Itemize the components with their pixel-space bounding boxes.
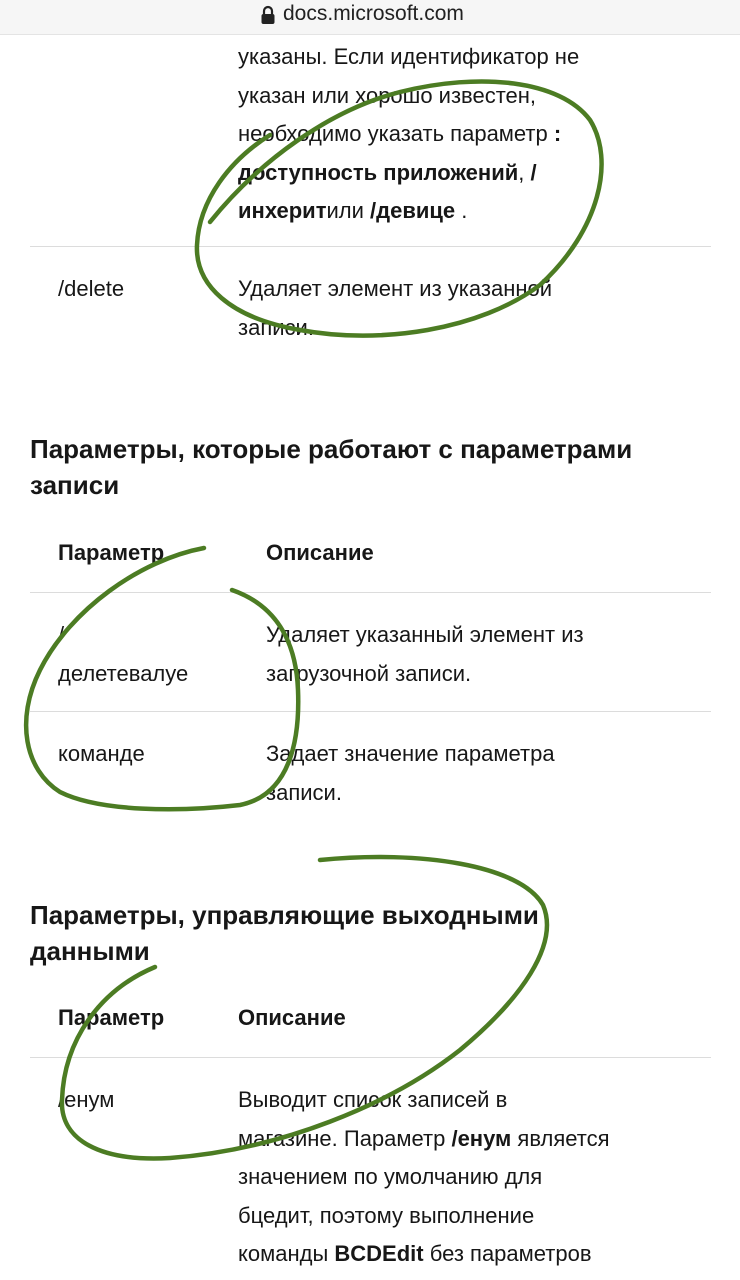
url-text: docs.microsoft.com	[283, 2, 464, 25]
section3-row1-description: Выводит список записей в магазине. Параметр /енум является значением по умолчанию для бцедит, поэтому выполнение команды BCDEdit без параметров	[238, 1087, 610, 1266]
section2-row1-description: Удаляет указанный элемент из загрузочной записи.	[266, 622, 584, 686]
table1-row2-description: Удаляет элемент из указанной записи.	[238, 276, 553, 340]
section2-row2-parameter: команде	[58, 741, 145, 766]
table1-row-divider	[30, 246, 711, 247]
lock-icon	[260, 4, 276, 26]
section2-header-description: Описание	[266, 540, 374, 565]
section3-header-description: Описание	[238, 1005, 346, 1030]
section3-header-divider	[30, 1057, 711, 1058]
section2-header-parameter: Параметр	[58, 540, 165, 565]
table1-row1-description: указаны. Если идентификатор не указан или хорошо известен, необходимо указать параметр : доступность приложений, / инхеритили /девице .	[238, 44, 580, 223]
section2-header-divider	[30, 592, 711, 593]
section3-heading: Параметры, управляющие выходными данными	[30, 900, 539, 966]
section3-row1-parameter: /енум	[58, 1087, 115, 1112]
section2-heading: Параметры, которые работают с параметрами записи	[30, 434, 633, 500]
section3-header-parameter: Параметр	[58, 1005, 165, 1030]
section2-row-divider	[30, 711, 711, 712]
section2-row2-description: Задает значение параметра записи.	[266, 741, 555, 805]
section2-row1-parameter: / делетевалуе	[58, 622, 189, 686]
browser-address-bar[interactable]	[0, 0, 740, 35]
table1-row2-parameter: /delete	[58, 276, 125, 301]
